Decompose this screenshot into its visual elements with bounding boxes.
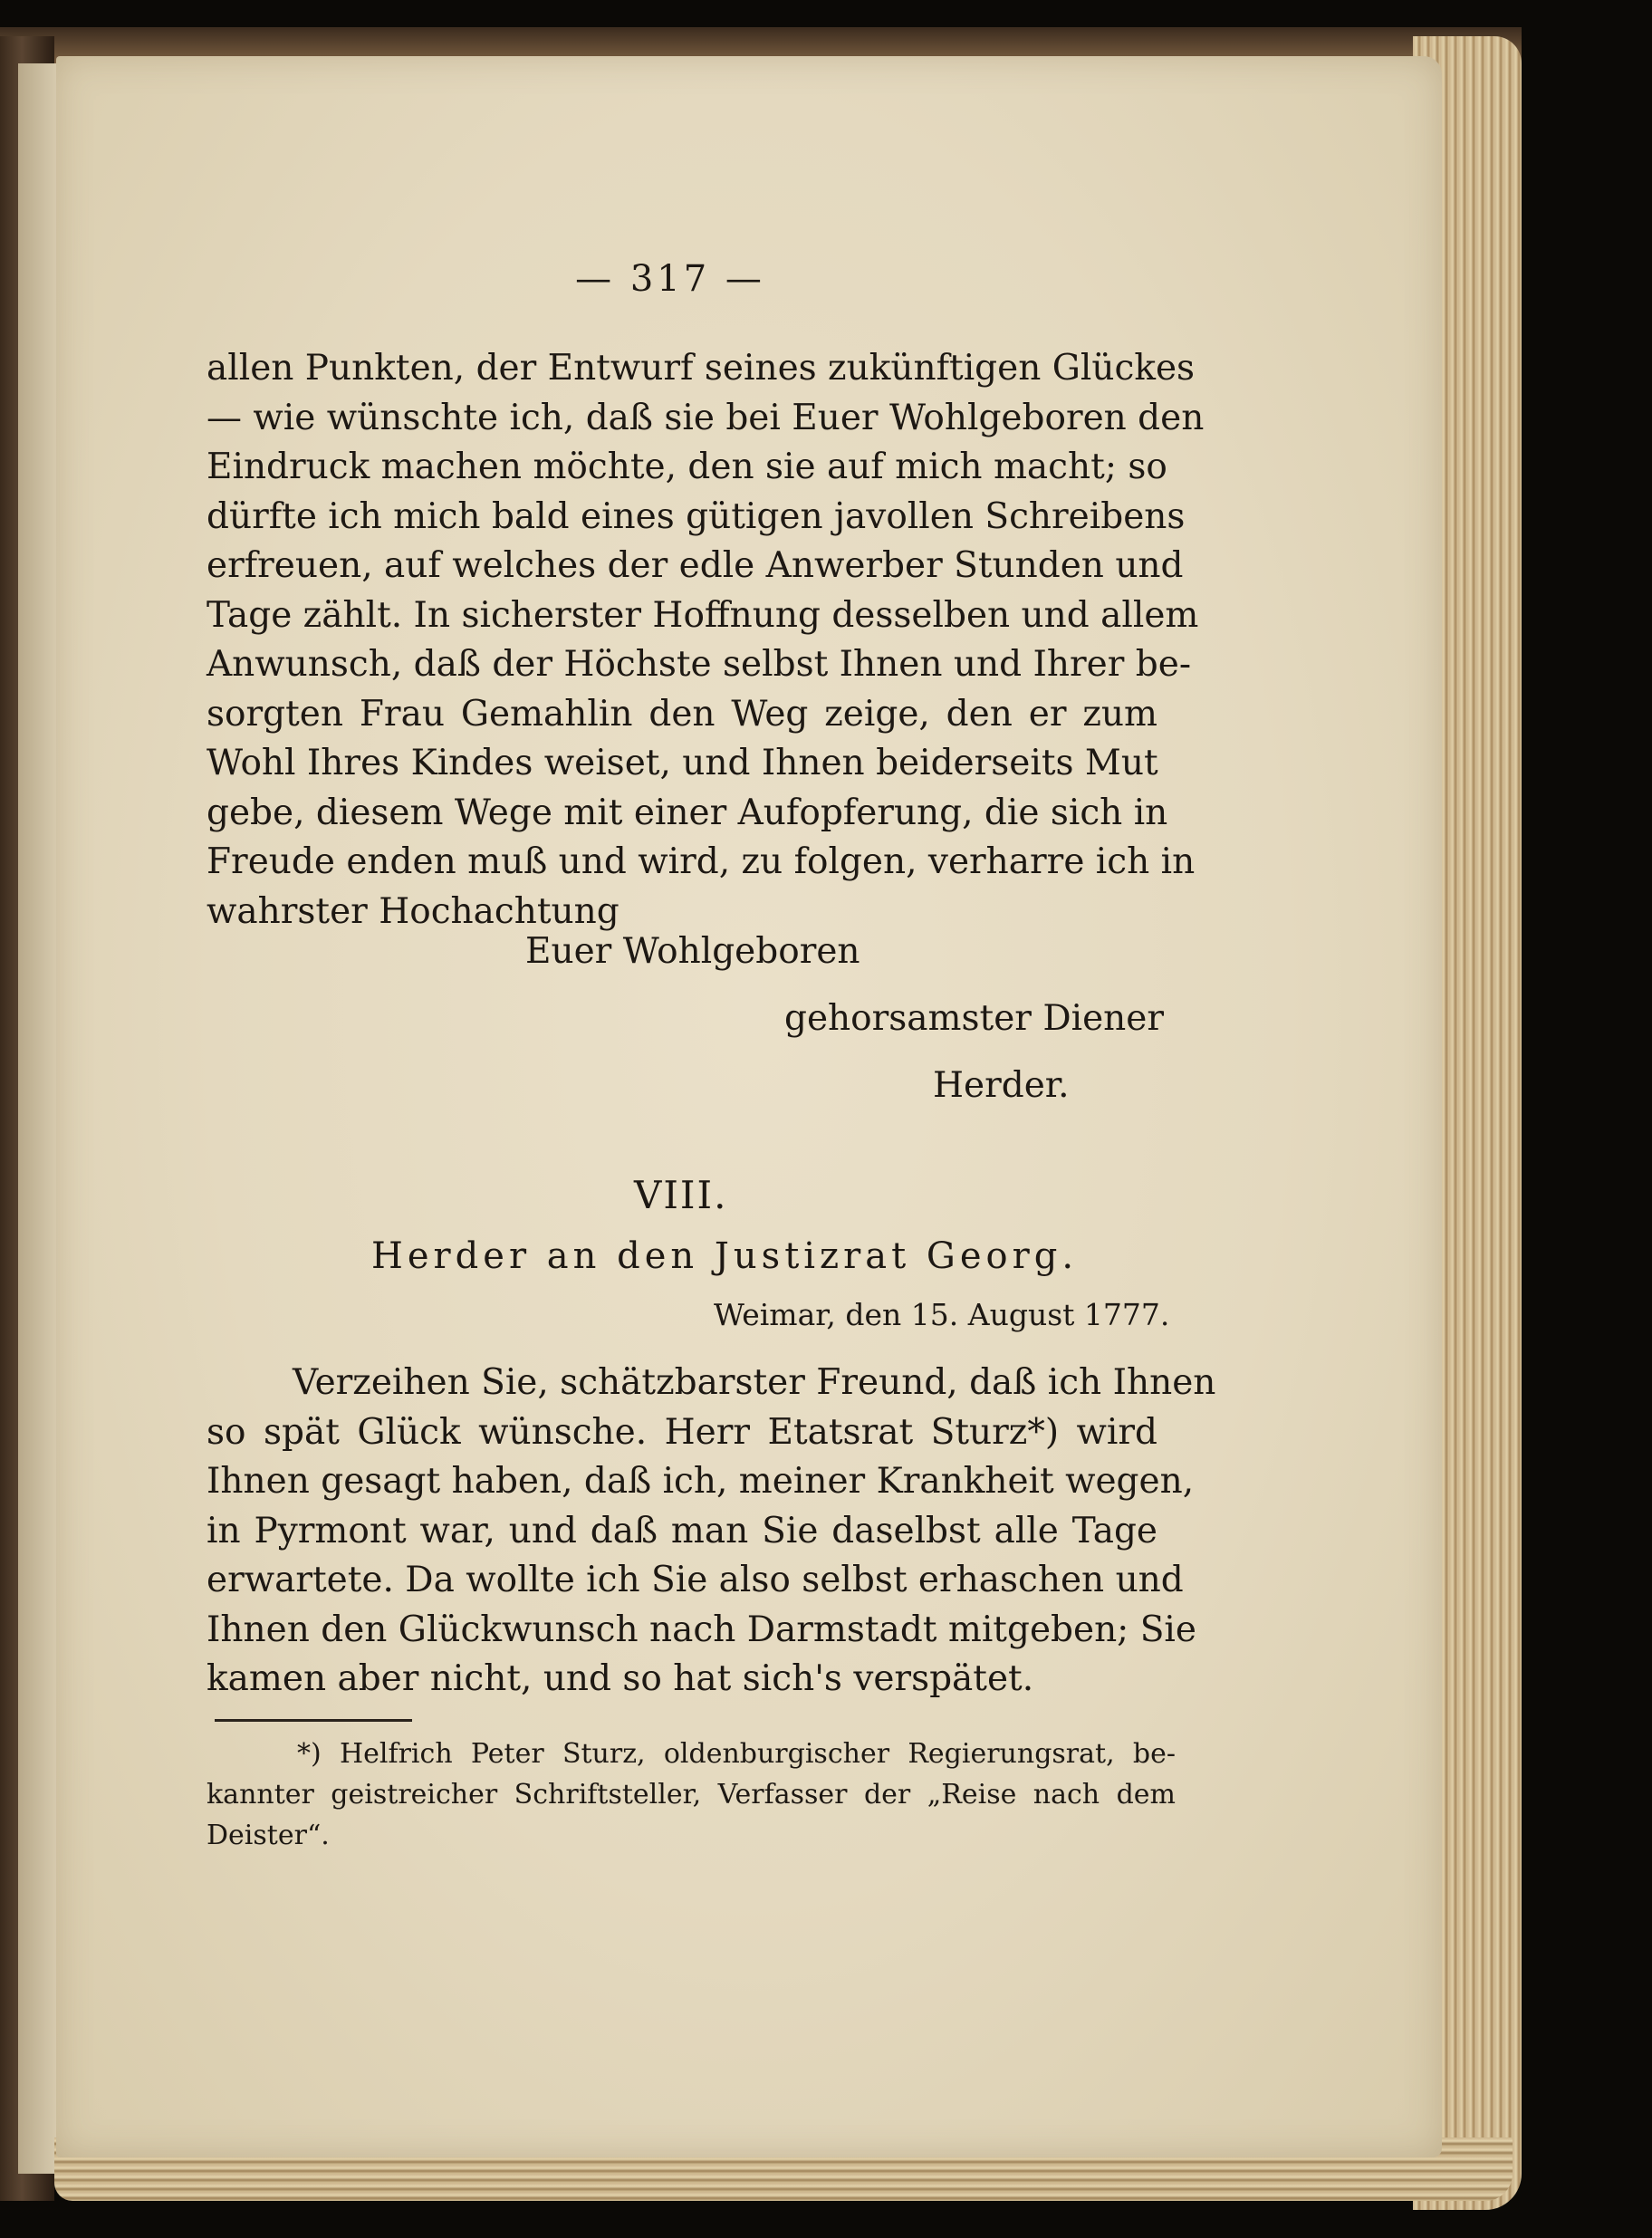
footnote-line: Deister“. [206, 1820, 330, 1851]
text-line: Ihnen den Glückwunsch nach Darmstadt mitgeben; Sie [206, 1609, 1196, 1650]
text-line: Freude enden muß und wird, zu folgen, verharre ich in [206, 841, 1196, 882]
text-line: kamen aber nicht, und so hat sich's verspätet. [206, 1658, 1034, 1699]
text-line: so spät Glück wünsche. Herr Etatsrat Sturz*) wird [206, 1411, 1157, 1453]
text-line: erfreuen, auf welches der edle Anwerber Stunden und [206, 545, 1184, 586]
text-line: allen Punkten, der Entwurf seines zukünftigen Glückes [206, 348, 1196, 389]
footnote-line: kannter geistreicher Schriftsteller, Verfasser der „Reise nach dem [206, 1779, 1176, 1811]
paragraph-letter-start [206, 1359, 1216, 1705]
text-line: — wie wünschte ich, daß sie bei Euer Wohlgeboren den [206, 397, 1205, 438]
text-line: in Pyrmont war, und daß man Sie daselbst alle Tage [206, 1510, 1157, 1551]
text-line: dürfte ich mich bald eines gütigen javollen Schreibens [206, 495, 1186, 537]
text-line: Tage zählt. In sicherster Hoffnung desselben und allem [206, 594, 1199, 636]
text-line: Ihnen gesagt haben, daß ich, meiner Krankheit wegen, [206, 1461, 1195, 1502]
text-line: Wohl Ihres Kindes weiset, und Ihnen beiderseits Mut [206, 743, 1158, 783]
letter-salutation: Euer Wohlgeboren [525, 931, 860, 972]
page-number: — 317 — [575, 258, 765, 300]
text-line: Verzeihen Sie, schätzbarster Freund, daß ich Ihnen [293, 1362, 1216, 1403]
letter-dateline: Weimar, den 15. August 1777. [714, 1297, 1170, 1332]
text-line: wahrster Hochachtung [206, 890, 620, 932]
text-line: gebe, diesem Wege mit einer Aufopferung, die sich in [206, 792, 1168, 833]
footnote [206, 1734, 1176, 1856]
text-line: sorgten Frau Gemahlin den Weg zeige, den er zum [206, 693, 1157, 735]
text-line: erwartete. Da wollte ich Sie also selbst erhaschen und [206, 1560, 1184, 1600]
text-line: Eindruck machen möchte, den sie auf mich macht; so [206, 447, 1167, 487]
letter-signature: Herder. [933, 1065, 1070, 1106]
section-title: Herder an den Justizrat Georg. [371, 1235, 1079, 1277]
section-number: VIII. [634, 1173, 728, 1217]
text-line: Anwunsch, daß der Höchste selbst Ihnen und Ihrer be- [206, 644, 1191, 685]
footnote-line: *) Helfrich Peter Sturz, oldenburgischer Regierungsrat, be- [297, 1738, 1176, 1770]
footnote-divider [215, 1719, 412, 1722]
previous-page-edge [18, 63, 59, 2174]
letter-closing: gehorsamster Diener [784, 998, 1165, 1039]
paragraph-letter-ending [206, 344, 1205, 937]
